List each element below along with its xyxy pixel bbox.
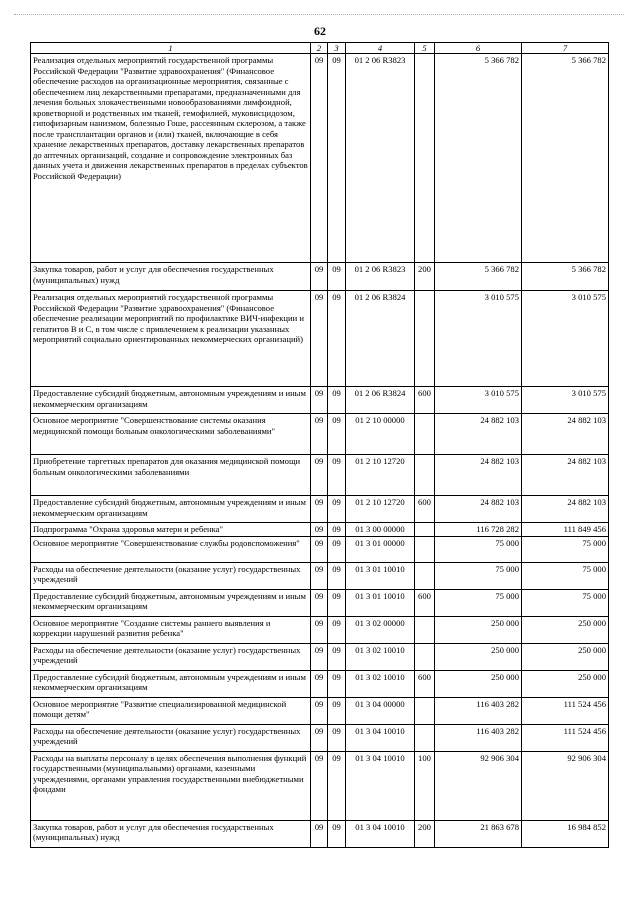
budget-table	[30, 42, 609, 848]
amount-col-6: 24 882 103	[435, 455, 522, 496]
row-description: Предоставление субсидий бюджетным, автономным учреждениям и иным некоммерческим организациям	[31, 589, 311, 616]
section-code: 09	[311, 643, 328, 670]
amount-col-6: 116 403 282	[435, 697, 522, 724]
target-article-code: 01 2 10 00000	[346, 414, 415, 455]
section-code: 09	[311, 54, 328, 263]
amount-col-6: 75 000	[435, 589, 522, 616]
column-header: 5	[415, 43, 435, 54]
table-row	[31, 536, 609, 562]
target-article-code: 01 3 04 10010	[346, 751, 415, 820]
target-article-code: 01 3 04 10010	[346, 820, 415, 847]
amount-col-6: 75 000	[435, 536, 522, 562]
amount-col-6: 3 010 575	[435, 387, 522, 414]
subsection-code: 09	[328, 616, 346, 643]
target-article-code: 01 3 02 10010	[346, 670, 415, 697]
row-description: Расходы на обеспечение деятельности (оказание услуг) государственных учреждений	[31, 562, 311, 589]
subsection-code: 09	[328, 496, 346, 523]
row-description: Основное мероприятие "Создание системы раннего выявления и коррекции нарушений развития ребенка"	[31, 616, 311, 643]
expense-type-code: 600	[415, 589, 435, 616]
row-description: Предоставление субсидий бюджетным, автономным учреждениям и иным некоммерческим организациям	[31, 387, 311, 414]
row-description: Приобретение таргетных препаратов для оказания медицинской помощи больным онкологическими заболеваниями	[31, 455, 311, 496]
target-article-code: 01 2 06 R3824	[346, 291, 415, 387]
row-description: Реализация отдельных мероприятий государственной программы Российской Федерации "Развитие здравоохранения" (Финансовое обеспечение расходов на организационные мероприятия, связанные с обеспечением лиц лекарственными препаратами, предназначенными для лечения больных злокачественными новообразованиями лимфоидной, кроветворной и родственных им тканей, гемофилией, муковисцидозом, гипофизарным нанизмом, болезнью Гоше, рассеянным склерозом, а также после трансплантации органов и (или) тканей, включающие в себя хранение лекарственных препаратов, доставку лекарственных препаратов до аптечных организаций, создание и сопровождение электронных баз данных учета и движения лекарственных препаратов в пределах субъектов Российской Федерации)	[31, 54, 311, 263]
expense-type-code	[415, 523, 435, 536]
subsection-code: 09	[328, 414, 346, 455]
row-description: Предоставление субсидий бюджетным, автономным учреждениям и иным некоммерческим организациям	[31, 670, 311, 697]
subsection-code: 09	[328, 455, 346, 496]
amount-col-6: 3 010 575	[435, 291, 522, 387]
table-row	[31, 523, 609, 536]
row-description: Предоставление субсидий бюджетным, автономным учреждениям и иным некоммерческим организациям	[31, 496, 311, 523]
row-description: Закупка товаров, работ и услуг для обеспечения государственных (муниципальных) нужд	[31, 263, 311, 291]
amount-col-6: 250 000	[435, 643, 522, 670]
section-code: 09	[311, 387, 328, 414]
amount-col-7: 250 000	[522, 670, 609, 697]
amount-col-6: 250 000	[435, 670, 522, 697]
amount-col-6: 92 906 304	[435, 751, 522, 820]
table-row	[31, 643, 609, 670]
table-row	[31, 291, 609, 387]
table-row	[31, 751, 609, 820]
expense-type-code	[415, 414, 435, 455]
subsection-code: 09	[328, 670, 346, 697]
row-description: Расходы на обеспечение деятельности (оказание услуг) государственных учреждений	[31, 643, 311, 670]
amount-col-6: 116 728 282	[435, 523, 522, 536]
table-row	[31, 616, 609, 643]
amount-col-7: 111 524 456	[522, 697, 609, 724]
table-row	[31, 670, 609, 697]
amount-col-6: 250 000	[435, 616, 522, 643]
section-code: 09	[311, 414, 328, 455]
section-code: 09	[311, 523, 328, 536]
expense-type-code	[415, 455, 435, 496]
expense-type-code	[415, 536, 435, 562]
amount-col-7: 250 000	[522, 643, 609, 670]
row-description: Основное мероприятие "Совершенствование системы оказания медицинской помощи больным онкологическими заболеваниями"	[31, 414, 311, 455]
page-number: 62	[314, 24, 326, 38]
target-article-code: 01 3 02 00000	[346, 616, 415, 643]
target-article-code: 01 3 02 10010	[346, 643, 415, 670]
amount-col-7: 24 882 103	[522, 455, 609, 496]
table-row	[31, 263, 609, 291]
target-article-code: 01 3 04 10010	[346, 724, 415, 751]
column-header: 3	[328, 43, 346, 54]
amount-col-7: 24 882 103	[522, 414, 609, 455]
table-row	[31, 589, 609, 616]
amount-col-6: 5 366 782	[435, 54, 522, 263]
amount-col-7: 3 010 575	[522, 387, 609, 414]
expense-type-code: 600	[415, 387, 435, 414]
section-code: 09	[311, 291, 328, 387]
subsection-code: 09	[328, 263, 346, 291]
expense-type-code: 600	[415, 670, 435, 697]
subsection-code: 09	[328, 54, 346, 263]
table-row	[31, 562, 609, 589]
amount-col-7: 111 849 456	[522, 523, 609, 536]
table-row	[31, 455, 609, 496]
amount-col-6: 24 882 103	[435, 496, 522, 523]
amount-col-7: 250 000	[522, 616, 609, 643]
subsection-code: 09	[328, 589, 346, 616]
section-code: 09	[311, 724, 328, 751]
column-header: 2	[311, 43, 328, 54]
table-row	[31, 414, 609, 455]
table-row	[31, 496, 609, 523]
target-article-code: 01 3 01 10010	[346, 589, 415, 616]
amount-col-7: 92 906 304	[522, 751, 609, 820]
amount-col-7: 3 010 575	[522, 291, 609, 387]
expense-type-code	[415, 562, 435, 589]
row-description: Закупка товаров, работ и услуг для обеспечения государственных (муниципальных) нужд	[31, 820, 311, 847]
target-article-code: 01 3 01 00000	[346, 536, 415, 562]
row-description: Расходы на выплаты персоналу в целях обеспечения выполнения функций государственными (муниципальными) органами, казенными учреждениями, органами управления государственными внебюджетными фондами	[31, 751, 311, 820]
target-article-code: 01 2 10 12720	[346, 496, 415, 523]
amount-col-7: 5 366 782	[522, 54, 609, 263]
amount-col-6: 24 882 103	[435, 414, 522, 455]
subsection-code: 09	[328, 536, 346, 562]
section-code: 09	[311, 562, 328, 589]
section-code: 09	[311, 820, 328, 847]
section-code: 09	[311, 697, 328, 724]
subsection-code: 09	[328, 724, 346, 751]
amount-col-6: 5 366 782	[435, 263, 522, 291]
amount-col-7: 16 984 852	[522, 820, 609, 847]
section-code: 09	[311, 670, 328, 697]
amount-col-7: 5 366 782	[522, 263, 609, 291]
row-description: Реализация отдельных мероприятий государственной программы Российской Федерации "Развитие здравоохранения" (Финансовое обеспечение реализации мероприятий по профилактике ВИЧ-инфекции и гепатитов В и С, в том числе с привлечением к реализации указанных мероприятий социально ориентированных некоммерческих организаций)	[31, 291, 311, 387]
expense-type-code: 600	[415, 496, 435, 523]
subsection-code: 09	[328, 751, 346, 820]
subsection-code: 09	[328, 291, 346, 387]
section-code: 09	[311, 536, 328, 562]
row-description: Основное мероприятие "Развитие специализированной медицинской помощи детям"	[31, 697, 311, 724]
amount-col-6: 116 403 282	[435, 724, 522, 751]
target-article-code: 01 3 04 00000	[346, 697, 415, 724]
target-article-code: 01 2 06 R3824	[346, 387, 415, 414]
section-code: 09	[311, 455, 328, 496]
table-row	[31, 724, 609, 751]
target-article-code: 01 3 01 10010	[346, 562, 415, 589]
expense-type-code	[415, 54, 435, 263]
column-header: 4	[346, 43, 415, 54]
expense-type-code	[415, 724, 435, 751]
amount-col-7: 75 000	[522, 536, 609, 562]
row-description: Основное мероприятие "Совершенствование службы родовспоможения"	[31, 536, 311, 562]
section-code: 09	[311, 589, 328, 616]
amount-col-6: 75 000	[435, 562, 522, 589]
target-article-code: 01 2 06 R3823	[346, 54, 415, 263]
amount-col-7: 24 882 103	[522, 496, 609, 523]
amount-col-7: 111 524 456	[522, 724, 609, 751]
subsection-code: 09	[328, 562, 346, 589]
table-row	[31, 54, 609, 263]
section-code: 09	[311, 616, 328, 643]
table-row	[31, 697, 609, 724]
subsection-code: 09	[328, 387, 346, 414]
target-article-code: 01 3 00 00000	[346, 523, 415, 536]
row-description: Расходы на обеспечение деятельности (оказание услуг) государственных учреждений	[31, 724, 311, 751]
subsection-code: 09	[328, 697, 346, 724]
expense-type-code: 200	[415, 263, 435, 291]
target-article-code: 01 2 10 12720	[346, 455, 415, 496]
section-code: 09	[311, 496, 328, 523]
section-code: 09	[311, 263, 328, 291]
target-article-code: 01 2 06 R3823	[346, 263, 415, 291]
section-code: 09	[311, 751, 328, 820]
column-header: 1	[31, 43, 311, 54]
subsection-code: 09	[328, 523, 346, 536]
table-header-row	[31, 43, 609, 54]
subsection-code: 09	[328, 820, 346, 847]
table-row	[31, 820, 609, 847]
scan-edge-marks	[14, 14, 624, 19]
expense-type-code: 100	[415, 751, 435, 820]
amount-col-7: 75 000	[522, 589, 609, 616]
row-description: Подпрограмма "Охрана здоровья матери и ребенка"	[31, 523, 311, 536]
table-row	[31, 387, 609, 414]
expense-type-code	[415, 616, 435, 643]
amount-col-7: 75 000	[522, 562, 609, 589]
expense-type-code	[415, 697, 435, 724]
expense-type-code	[415, 643, 435, 670]
column-header: 7	[522, 43, 609, 54]
amount-col-6: 21 863 678	[435, 820, 522, 847]
column-header: 6	[435, 43, 522, 54]
expense-type-code: 200	[415, 820, 435, 847]
subsection-code: 09	[328, 643, 346, 670]
expense-type-code	[415, 291, 435, 387]
